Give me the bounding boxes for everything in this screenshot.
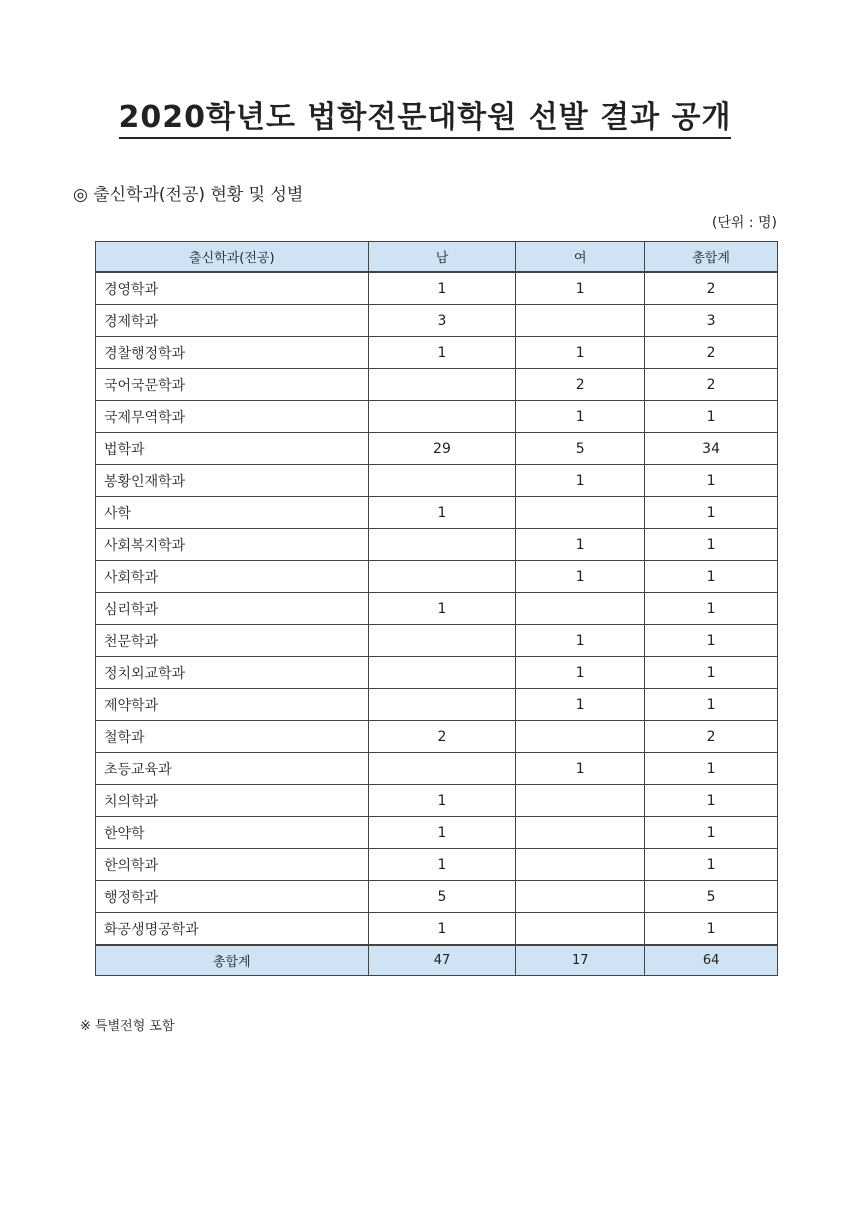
row-male-cell: 1 (368, 817, 516, 849)
row-male-cell: 1 (368, 785, 516, 817)
row-female-cell: 1 (516, 337, 645, 369)
row-female-cell (516, 721, 645, 753)
row-major-cell: 사회학과 (96, 561, 369, 593)
row-female-cell: 5 (516, 433, 645, 465)
row-female-cell (516, 849, 645, 881)
row-major-cell: 한약학 (96, 817, 369, 849)
row-female-cell: 1 (516, 625, 645, 657)
total-female: 17 (516, 945, 645, 976)
table-body (96, 272, 778, 945)
row-male-cell (368, 369, 516, 401)
row-major-cell: 경제학과 (96, 305, 369, 337)
row-major-cell: 제약학과 (96, 689, 369, 721)
row-total-cell: 1 (645, 849, 778, 881)
table-row (96, 433, 778, 465)
row-major-cell: 경찰행정학과 (96, 337, 369, 369)
row-major-cell: 사학 (96, 497, 369, 529)
row-total-cell: 1 (645, 689, 778, 721)
row-major-cell: 경영학과 (96, 272, 369, 305)
row-major-cell: 치의학과 (96, 785, 369, 817)
row-female-cell: 1 (516, 657, 645, 689)
row-major-cell: 심리학과 (96, 593, 369, 625)
table-row (96, 785, 778, 817)
table-row (96, 849, 778, 881)
row-male-cell: 1 (368, 497, 516, 529)
table-row (96, 721, 778, 753)
row-total-cell: 1 (645, 465, 778, 497)
row-major-cell: 봉황인재학과 (96, 465, 369, 497)
row-male-cell (368, 401, 516, 433)
row-total-cell: 1 (645, 625, 778, 657)
table-row (96, 337, 778, 369)
row-total-cell: 1 (645, 497, 778, 529)
table-row (96, 272, 778, 305)
row-male-cell: 5 (368, 881, 516, 913)
row-major-cell: 국제무역학과 (96, 401, 369, 433)
row-major-cell: 국어국문학과 (96, 369, 369, 401)
row-total-cell: 5 (645, 881, 778, 913)
table-row (96, 817, 778, 849)
row-female-cell: 1 (516, 465, 645, 497)
row-female-cell (516, 593, 645, 625)
table-header-row (96, 242, 778, 273)
row-male-cell: 2 (368, 721, 516, 753)
document-title (0, 92, 850, 136)
table-row (96, 881, 778, 913)
row-total-cell: 1 (645, 561, 778, 593)
row-total-cell: 2 (645, 721, 778, 753)
row-total-cell: 1 (645, 593, 778, 625)
header-female: 여 (516, 242, 645, 273)
row-male-cell (368, 561, 516, 593)
footnote: ※ 특별전형 포함 (80, 1019, 175, 1034)
row-female-cell: 1 (516, 561, 645, 593)
row-male-cell (368, 625, 516, 657)
table-row (96, 401, 778, 433)
row-female-cell (516, 497, 645, 529)
header-total: 총합계 (645, 242, 778, 273)
row-female-cell: 1 (516, 689, 645, 721)
row-total-cell: 1 (645, 657, 778, 689)
row-female-cell: 2 (516, 369, 645, 401)
row-male-cell: 1 (368, 272, 516, 305)
row-major-cell: 한의학과 (96, 849, 369, 881)
row-female-cell (516, 881, 645, 913)
row-male-cell (368, 753, 516, 785)
major-gender-table (95, 241, 778, 976)
table-row (96, 913, 778, 946)
table-row (96, 593, 778, 625)
row-female-cell: 1 (516, 529, 645, 561)
row-total-cell: 34 (645, 433, 778, 465)
row-female-cell (516, 913, 645, 946)
row-total-cell: 1 (645, 529, 778, 561)
row-male-cell (368, 689, 516, 721)
row-female-cell (516, 817, 645, 849)
table-row (96, 753, 778, 785)
row-male-cell: 1 (368, 337, 516, 369)
row-female-cell: 1 (516, 753, 645, 785)
row-male-cell (368, 657, 516, 689)
row-major-cell: 정치외교학과 (96, 657, 369, 689)
row-total-cell: 3 (645, 305, 778, 337)
total-sum: 64 (645, 945, 778, 976)
row-female-cell (516, 785, 645, 817)
document-title-text: 2020학년도 법학전문대학원 선발 결과 공개 (119, 100, 732, 139)
row-total-cell: 1 (645, 913, 778, 946)
total-male: 47 (368, 945, 516, 976)
row-total-cell: 1 (645, 401, 778, 433)
row-male-cell (368, 529, 516, 561)
table-row (96, 497, 778, 529)
table-row (96, 369, 778, 401)
row-female-cell: 1 (516, 272, 645, 305)
row-male-cell: 1 (368, 849, 516, 881)
row-major-cell: 행정학과 (96, 881, 369, 913)
row-major-cell: 초등교육과 (96, 753, 369, 785)
row-male-cell: 29 (368, 433, 516, 465)
header-major: 출신학과(전공) (96, 242, 369, 273)
row-major-cell: 법학과 (96, 433, 369, 465)
row-total-cell: 1 (645, 785, 778, 817)
table-row (96, 561, 778, 593)
table-row (96, 657, 778, 689)
row-male-cell: 3 (368, 305, 516, 337)
row-total-cell: 2 (645, 369, 778, 401)
section-heading: ◎ 출신학과(전공) 현황 및 성별 (73, 185, 304, 205)
table-row (96, 529, 778, 561)
row-total-cell: 1 (645, 753, 778, 785)
row-major-cell: 화공생명공학과 (96, 913, 369, 946)
table-row (96, 689, 778, 721)
row-male-cell: 1 (368, 593, 516, 625)
row-major-cell: 사회복지학과 (96, 529, 369, 561)
row-total-cell: 2 (645, 272, 778, 305)
table-row (96, 305, 778, 337)
row-female-cell: 1 (516, 401, 645, 433)
row-male-cell (368, 465, 516, 497)
row-major-cell: 철학과 (96, 721, 369, 753)
row-total-cell: 1 (645, 817, 778, 849)
total-label: 총합계 (96, 945, 369, 976)
row-major-cell: 천문학과 (96, 625, 369, 657)
row-male-cell: 1 (368, 913, 516, 946)
unit-label: (단위 : 명) (711, 215, 777, 231)
table-total-row (96, 945, 778, 976)
table-row (96, 625, 778, 657)
row-female-cell (516, 305, 645, 337)
table-row (96, 465, 778, 497)
row-total-cell: 2 (645, 337, 778, 369)
header-male: 남 (368, 242, 516, 273)
